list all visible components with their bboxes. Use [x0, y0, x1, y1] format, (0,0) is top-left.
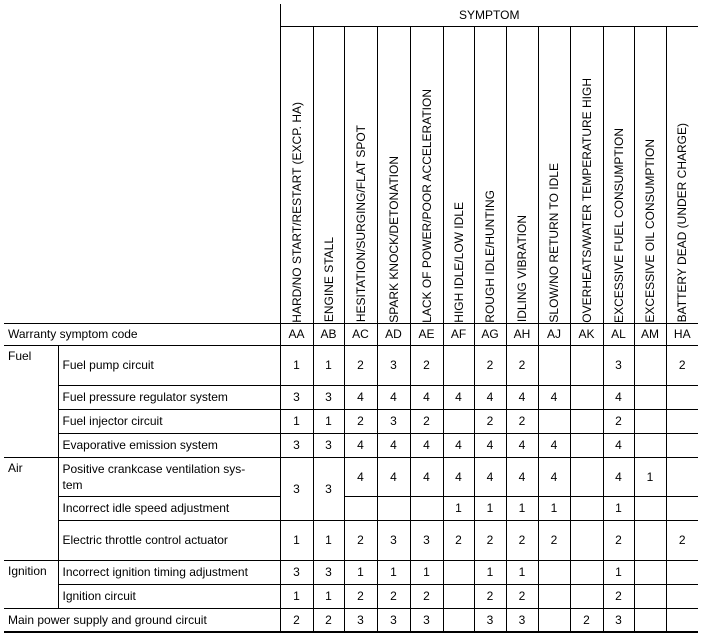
symptom-header: [313, 26, 344, 323]
symptom-value: 1: [474, 496, 506, 520]
symptom-value: [570, 560, 603, 584]
symptom-value: [666, 496, 698, 520]
symptom-value: 3: [506, 608, 538, 632]
symptom-value: 1: [280, 345, 313, 385]
symptom-header-label: ROUGH IDLE/HUNTING: [483, 189, 497, 323]
symptom-code: AH: [506, 323, 538, 345]
symptom-value: 4: [474, 385, 506, 409]
symptom-header: [603, 26, 634, 323]
symptom-value: 2: [666, 345, 698, 385]
symptom-value: [570, 457, 603, 496]
symptom-value: [570, 385, 603, 409]
symptom-value: 4: [344, 385, 377, 409]
symptom-value: 3: [313, 433, 344, 457]
symptom-value: 1: [313, 345, 344, 385]
symptom-code: AF: [443, 323, 474, 345]
symptom-value: 2: [474, 345, 506, 385]
symptom-code: AJ: [538, 323, 570, 345]
symptom-value: 2: [506, 345, 538, 385]
symptom-value: 4: [410, 433, 443, 457]
symptom-value: 3: [377, 608, 410, 632]
symptom-value: 3: [313, 457, 344, 520]
symptom-value: 1: [603, 560, 634, 584]
symptom-header: [410, 26, 443, 323]
symptom-value: 4: [538, 433, 570, 457]
symptom-header: [377, 26, 410, 323]
symptom-value: 4: [506, 433, 538, 457]
symptom-value: 3: [410, 608, 443, 632]
symptom-value: 3: [280, 385, 313, 409]
symptom-value: 2: [344, 345, 377, 385]
symptom-value: [634, 409, 666, 433]
symptom-value: 1: [344, 560, 377, 584]
table-row: [4, 409, 698, 433]
symptom-value: [443, 584, 474, 608]
symptom-value: 3: [280, 433, 313, 457]
table-row: [4, 345, 698, 385]
symptom-value: [570, 433, 603, 457]
symptom-value: 1: [313, 520, 344, 560]
symptom-value: 2: [506, 409, 538, 433]
symptom-value: [443, 345, 474, 385]
row-item-label: Fuel injector circuit: [58, 409, 280, 433]
symptom-value: 2: [538, 520, 570, 560]
table-row: [4, 520, 698, 560]
symptom-value: 2: [506, 520, 538, 560]
symptom-header: [570, 26, 603, 323]
symptom-code: HA: [666, 323, 698, 345]
symptom-header: [506, 26, 538, 323]
symptom-value: [634, 385, 666, 409]
warranty-code-label: Warranty symptom code: [4, 323, 280, 345]
symptom-value: 4: [603, 385, 634, 409]
symptom-value: 3: [344, 608, 377, 632]
symptom-value: [443, 560, 474, 584]
symptom-value: 4: [443, 433, 474, 457]
symptom-value: [570, 584, 603, 608]
symptom-code: AC: [344, 323, 377, 345]
symptom-value: 4: [344, 433, 377, 457]
symptom-value: [410, 496, 443, 520]
symptom-value: 1: [313, 409, 344, 433]
symptom-value: [538, 608, 570, 632]
symptom-value: 4: [377, 457, 410, 496]
symptom-header: [443, 26, 474, 323]
symptom-value: 1: [410, 560, 443, 584]
symptom-matrix-table: [4, 4, 698, 633]
symptom-value: 1: [313, 584, 344, 608]
row-item-label: Fuel pressure regulator system: [58, 385, 280, 409]
symptom-header-label: HESITATION/SURGING/FLAT SPOT: [353, 125, 368, 323]
symptom-value: 3: [603, 345, 634, 385]
symptom-value: 4: [506, 457, 538, 496]
symptom-value: [666, 433, 698, 457]
symptom-value: 3: [313, 560, 344, 584]
symptom-value: 4: [410, 457, 443, 496]
symptom-value: [666, 560, 698, 584]
symptom-value: 1: [634, 457, 666, 496]
symptom-value: 2: [313, 608, 344, 632]
symptom-code: AE: [410, 323, 443, 345]
row-item-label: Main power supply and ground circuit: [4, 608, 280, 632]
symptom-header-label: IDLING VIBRATION: [515, 215, 529, 323]
system-group-label: Air: [4, 457, 58, 560]
symptom-value: 4: [538, 457, 570, 496]
symptom-header: [344, 26, 377, 323]
symptom-value: 1: [280, 409, 313, 433]
table-row: [4, 608, 698, 632]
symptom-value: 2: [603, 409, 634, 433]
symptom-header-label: SPARK KNOCK/DETONATION: [386, 155, 401, 323]
symptom-header: [280, 26, 313, 323]
symptom-value: 4: [377, 433, 410, 457]
symptom-value: 3: [313, 385, 344, 409]
symptom-header-label: BATTERY DEAD (UNDER CHARGE): [675, 123, 690, 323]
system-group-label: Ignition: [4, 560, 58, 608]
symptom-value: 2: [344, 520, 377, 560]
symptom-value: 1: [377, 560, 410, 584]
symptom-value: 2: [410, 584, 443, 608]
symptom-header: [666, 26, 698, 323]
row-item-label: Fuel pump circuit: [58, 345, 280, 385]
symptom-value: [443, 409, 474, 433]
symptom-value: [538, 345, 570, 385]
corner-cell: [4, 4, 280, 323]
symptom-value: 2: [344, 409, 377, 433]
table-row: [4, 560, 698, 584]
symptom-value: 1: [506, 560, 538, 584]
symptom-code: AL: [603, 323, 634, 345]
symptom-value: [634, 496, 666, 520]
symptom-value: [538, 560, 570, 584]
symptom-value: 2: [506, 584, 538, 608]
row-item-line: tem: [62, 477, 83, 492]
symptom-value: 4: [603, 457, 634, 496]
symptom-header-label: OVERHEATS/WATER TEMPERATURE HIGH: [579, 77, 594, 323]
symptom-value: 4: [377, 385, 410, 409]
symptom-value: 4: [443, 385, 474, 409]
symptom-value: [666, 385, 698, 409]
symptom-value: 1: [474, 560, 506, 584]
table-row: [4, 457, 698, 496]
symptom-value: [666, 409, 698, 433]
symptom-value: [634, 520, 666, 560]
table-row: [4, 584, 698, 608]
symptom-header: [538, 26, 570, 323]
symptom-value: [570, 409, 603, 433]
row-item-line: Positive crankcase ventilation sys-: [62, 461, 246, 476]
symptom-value: [570, 496, 603, 520]
symptom-value: 3: [377, 520, 410, 560]
symptom-value: 2: [443, 520, 474, 560]
symptom-value: [538, 584, 570, 608]
symptom-value: 4: [443, 457, 474, 496]
symptom-header-label: EXCESSIVE OIL CONSUMPTION: [643, 138, 657, 323]
symptom-header-label: HIGH IDLE/LOW IDLE: [451, 201, 466, 323]
symptom-value: 4: [474, 457, 506, 496]
symptom-value: 4: [538, 385, 570, 409]
symptom-value: 2: [603, 584, 634, 608]
system-group-label: Fuel: [4, 345, 58, 457]
symptom-value: 3: [280, 457, 313, 520]
row-item-label: Electric throttle control actuator: [58, 520, 280, 560]
row-item-label: Incorrect ignition timing adjustment: [58, 560, 280, 584]
symptom-value: 4: [344, 457, 377, 496]
symptom-header-label: SLOW/NO RETURN TO IDLE: [547, 162, 561, 323]
symptom-value: [666, 608, 698, 632]
symptom-value: 4: [603, 433, 634, 457]
symptom-value: 4: [506, 385, 538, 409]
symptom-value: 3: [377, 345, 410, 385]
symptom-value: 2: [410, 409, 443, 433]
symptom-code: AG: [474, 323, 506, 345]
symptom-value: 2: [410, 345, 443, 385]
symptom-value: 2: [570, 608, 603, 632]
symptom-value: 2: [344, 584, 377, 608]
symptom-value: 1: [538, 496, 570, 520]
symptom-value: 1: [443, 496, 474, 520]
row-item-label: Evaporative emission system: [58, 433, 280, 457]
symptom-value: [344, 496, 377, 520]
symptom-value: [634, 584, 666, 608]
symptom-value: [570, 345, 603, 385]
symptom-value: 2: [603, 520, 634, 560]
symptom-value: 3: [280, 560, 313, 584]
symptom-value: 3: [377, 409, 410, 433]
symptom-value: 1: [280, 520, 313, 560]
symptom-value: 2: [474, 520, 506, 560]
symptom-value: [634, 608, 666, 632]
row-item-label: [58, 457, 280, 496]
symptom-header-label: HARD/NO START/RESTART (EXCP. HA): [289, 101, 304, 323]
symptom-header-label: EXCESSIVE FUEL CONSUMPTION: [611, 127, 626, 323]
symptom-value: 2: [377, 584, 410, 608]
symptom-code: AM: [634, 323, 666, 345]
symptom-header-label: LACK OF POWER/POOR ACCELERATION: [419, 88, 434, 323]
symptom-header: [474, 26, 506, 323]
symptom-code: AB: [313, 323, 344, 345]
symptom-value: 3: [603, 608, 634, 632]
symptom-value: 1: [280, 584, 313, 608]
table-row: [4, 433, 698, 457]
symptom-header: [634, 26, 666, 323]
symptom-value: [666, 457, 698, 496]
symptom-value: [634, 345, 666, 385]
table-row: [4, 496, 698, 520]
symptom-value: [666, 584, 698, 608]
symptom-value: 1: [603, 496, 634, 520]
symptom-value: 4: [410, 385, 443, 409]
symptom-value: [634, 433, 666, 457]
symptom-code: AK: [570, 323, 603, 345]
symptom-value: [634, 560, 666, 584]
symptom-value: [570, 520, 603, 560]
symptom-value: [377, 496, 410, 520]
symptom-title: SYMPTOM: [280, 4, 698, 26]
symptom-value: [538, 409, 570, 433]
row-item-label: Ignition circuit: [58, 584, 280, 608]
symptom-header-label: ENGINE STALL: [321, 237, 336, 323]
symptom-code: AD: [377, 323, 410, 345]
symptom-value: 2: [474, 409, 506, 433]
symptom-value: 2: [280, 608, 313, 632]
table-row: [4, 385, 698, 409]
row-item-label: Incorrect idle speed adjustment: [58, 496, 280, 520]
symptom-value: 3: [410, 520, 443, 560]
symptom-value: 2: [666, 520, 698, 560]
symptom-code: AA: [280, 323, 313, 345]
symptom-value: 2: [474, 584, 506, 608]
symptom-value: [443, 608, 474, 632]
symptom-value: 3: [474, 608, 506, 632]
symptom-value: 4: [474, 433, 506, 457]
symptom-value: 1: [506, 496, 538, 520]
